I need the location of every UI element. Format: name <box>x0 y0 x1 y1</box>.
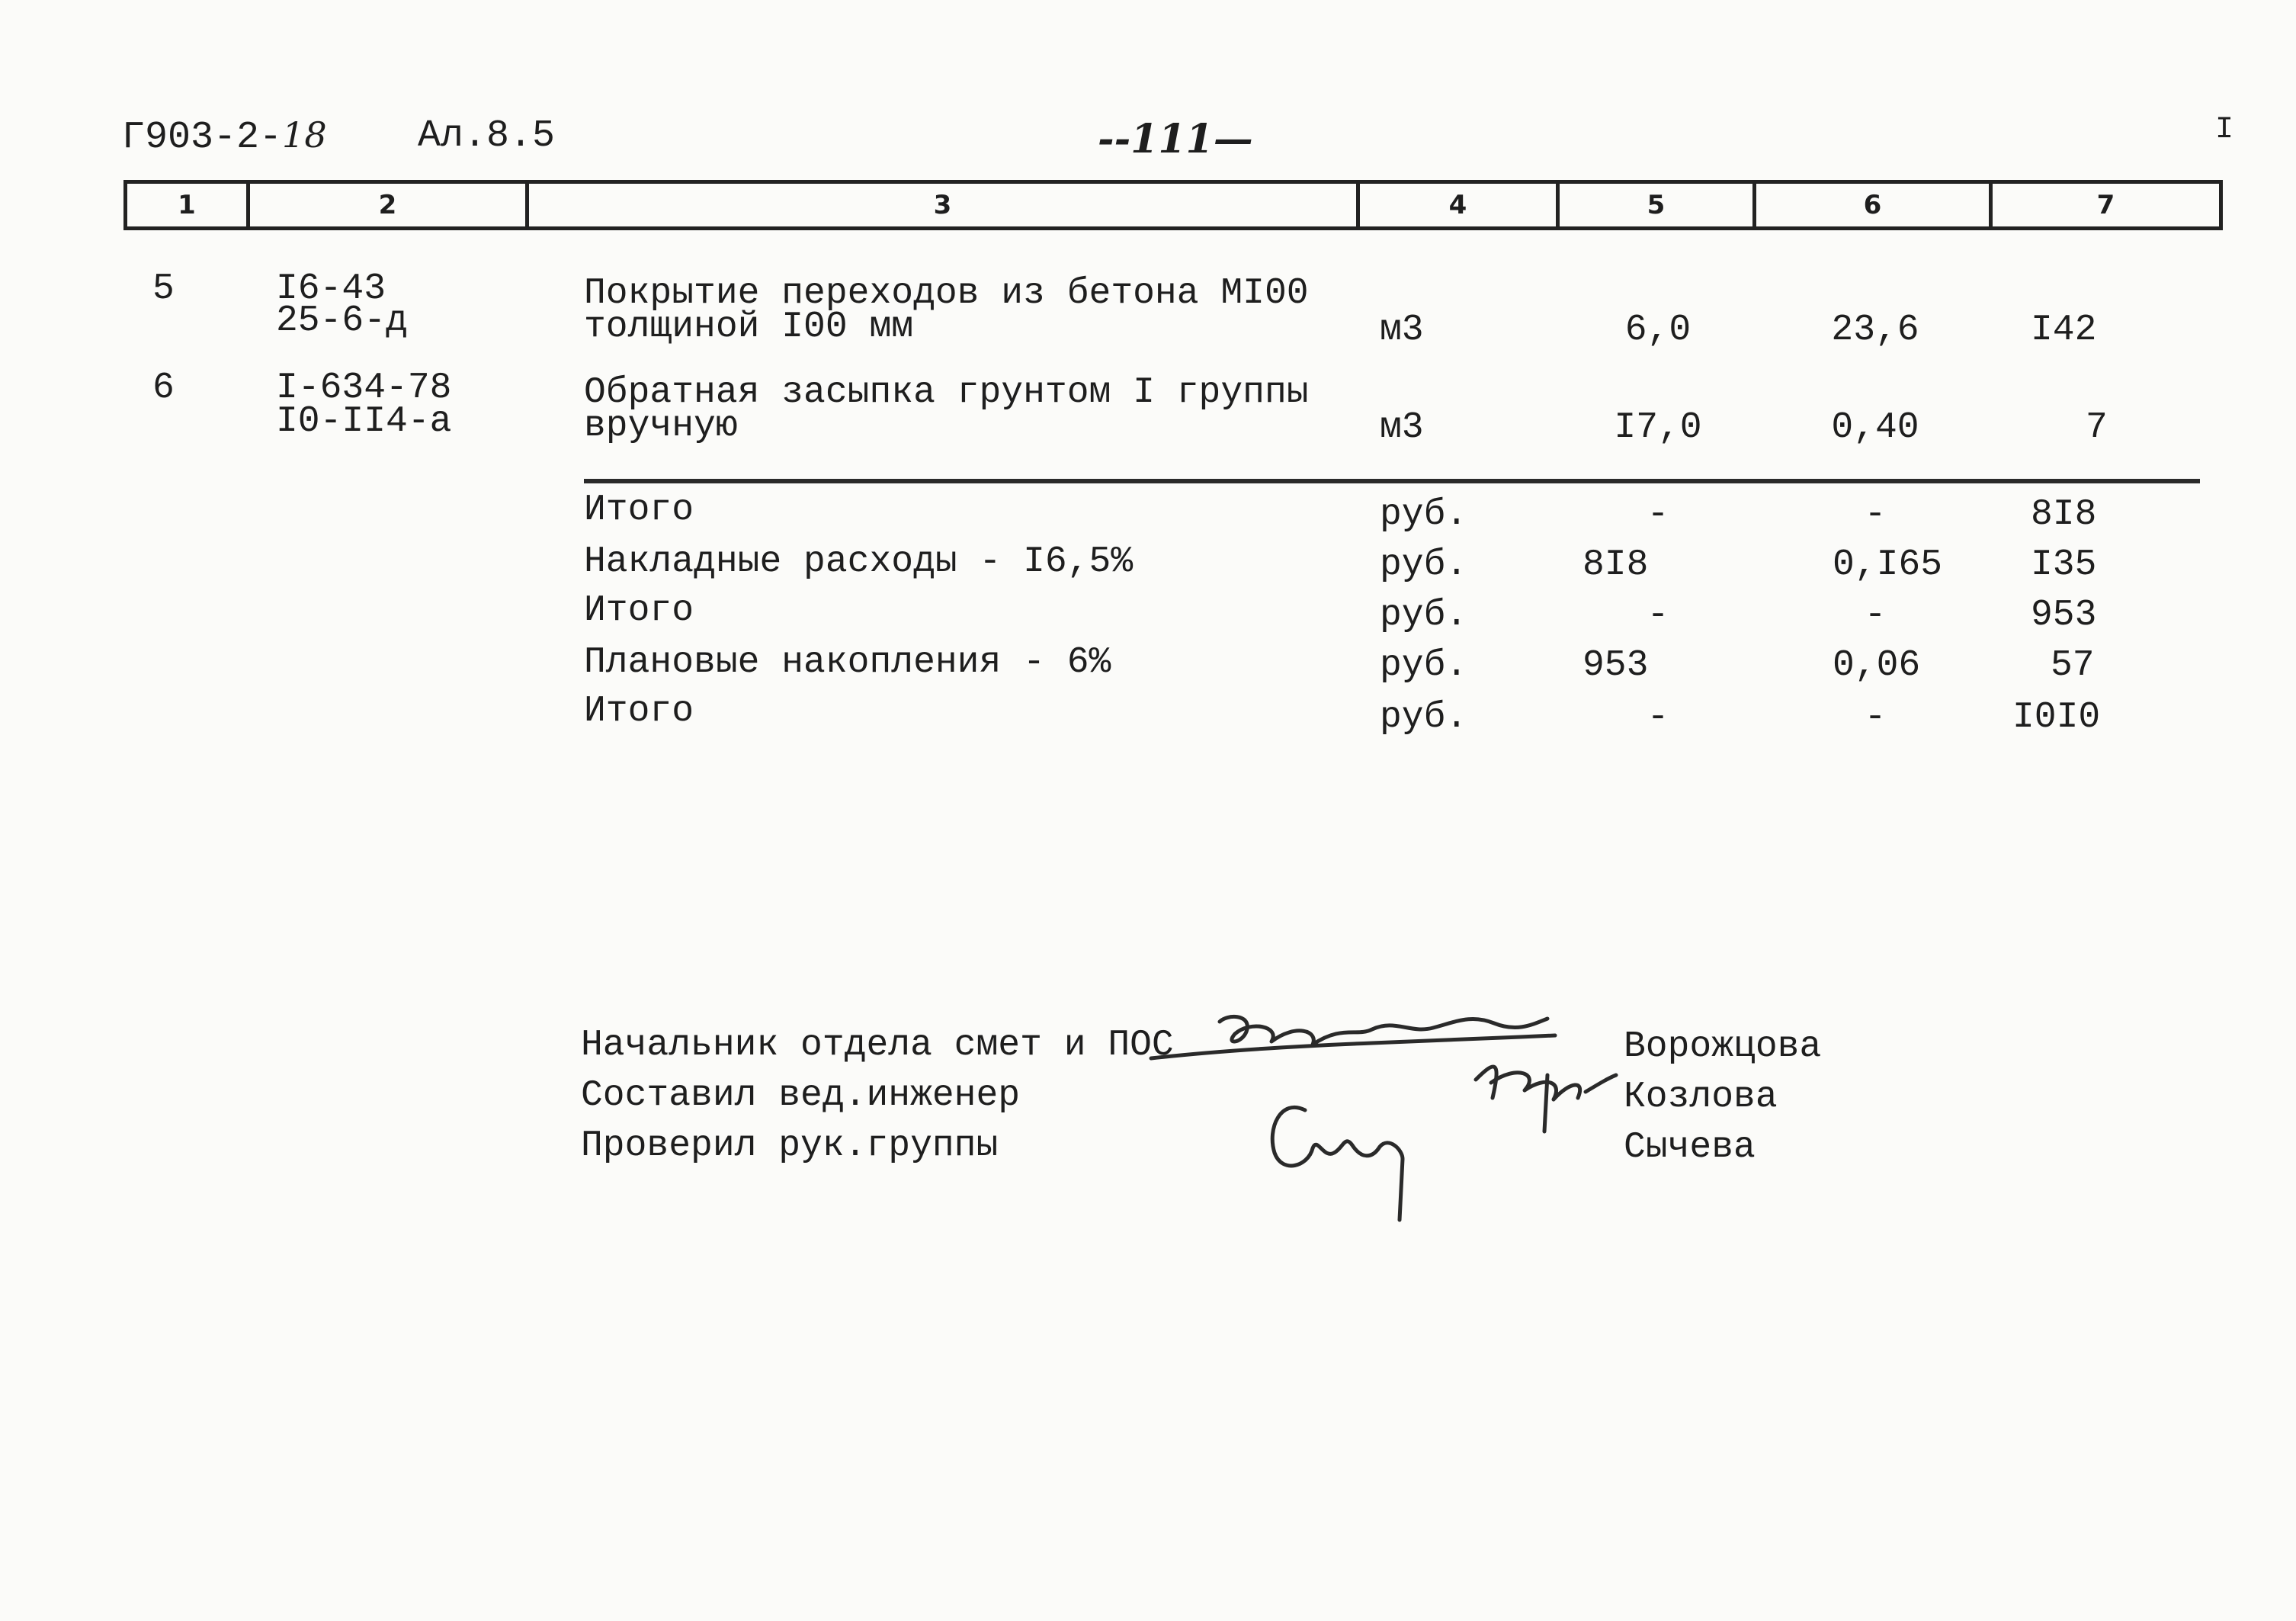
summary-label: Итого <box>584 691 694 732</box>
row-ref-line2: I0-II4-а <box>276 401 452 442</box>
summary-base: - <box>1647 595 1669 636</box>
row-description-line1: Покрытие переходов из бетона МI00 <box>584 273 1309 314</box>
column-header-3: 3 <box>529 180 1360 230</box>
column-header-6: 6 <box>1756 180 1993 230</box>
column-header-7: 7 <box>1993 180 2223 230</box>
column-header-1: 1 <box>123 180 250 230</box>
signatory-role: Проверил рук.группы <box>581 1125 999 1167</box>
summary-base: - <box>1647 697 1669 738</box>
summary-total: 8I8 <box>2031 494 2097 535</box>
page-number: --111— <box>1098 116 1253 162</box>
signature-kozlova <box>1476 1067 1616 1131</box>
summary-total: I35 <box>2031 544 2097 586</box>
summary-rate: - <box>1864 697 1887 738</box>
summary-rate: - <box>1864 494 1887 535</box>
row-price: 0,40 <box>1831 407 1919 448</box>
row-description-line2: вручную <box>584 406 738 447</box>
row-total: I42 <box>2031 310 2097 351</box>
signatory-name: Козлова <box>1624 1077 1778 1118</box>
signatory-name: Ворожцова <box>1624 1026 1822 1067</box>
document-code-handwritten: 18 <box>282 114 327 156</box>
signature-sycheva <box>1272 1107 1403 1220</box>
row-number: 6 <box>152 368 175 409</box>
summary-rate: 0,I65 <box>1833 544 1943 586</box>
signatory-name: Сычева <box>1624 1127 1756 1168</box>
row-quantity: I7,0 <box>1614 407 1702 448</box>
summary-label: Накладные расходы - I6,5% <box>584 541 1134 583</box>
summary-total: 953 <box>2031 595 2097 636</box>
summary-label: Итого <box>584 590 694 631</box>
summary-label: Плановые накопления - 6% <box>584 642 1111 683</box>
row-price: 23,6 <box>1831 310 1919 351</box>
row-total: 7 <box>2086 407 2108 448</box>
row-ref-line1: I6-43 <box>276 268 386 310</box>
signatory-role: Начальник отдела смет и ПОС <box>581 1025 1174 1066</box>
summary-rate: 0,06 <box>1833 645 1921 686</box>
column-header-5: 5 <box>1560 180 1756 230</box>
summary-total: 57 <box>2051 645 2095 686</box>
summary-base: - <box>1647 494 1669 535</box>
document-code-prefix: Г903-2- <box>122 116 283 159</box>
summary-unit: руб. <box>1380 645 1468 686</box>
row-quantity: 6,0 <box>1624 310 1692 351</box>
summary-base: 8I8 <box>1583 544 1649 586</box>
row-description-line1: Обратная засыпка грунтом I группы <box>584 372 1309 413</box>
row-unit: м3 <box>1380 407 1424 448</box>
summary-unit: руб. <box>1380 595 1468 636</box>
summary-unit: руб. <box>1380 544 1468 586</box>
row-number: 5 <box>152 268 175 310</box>
column-header-2: 2 <box>250 180 529 230</box>
row-ref-line2: 25-6-д <box>276 300 408 342</box>
row-ref-line1: I-634-78 <box>276 368 452 409</box>
summary-total: I0I0 <box>2012 697 2101 738</box>
row-unit: м3 <box>1380 310 1424 351</box>
signature-vorozhtsova <box>1151 1016 1555 1058</box>
summary-unit: руб. <box>1380 697 1468 738</box>
sheet-label: Ал.8.5 <box>418 114 556 158</box>
column-header-4: 4 <box>1360 180 1560 230</box>
signatory-role: Составил вед.инженер <box>581 1075 1021 1116</box>
corner-mark: I <box>2215 113 2234 147</box>
summary-unit: руб. <box>1380 494 1468 535</box>
summary-base: 953 <box>1583 645 1649 686</box>
row-description-line2: толщиной I00 мм <box>584 307 914 348</box>
summary-rate: - <box>1864 595 1887 636</box>
summary-label: Итого <box>584 490 694 531</box>
